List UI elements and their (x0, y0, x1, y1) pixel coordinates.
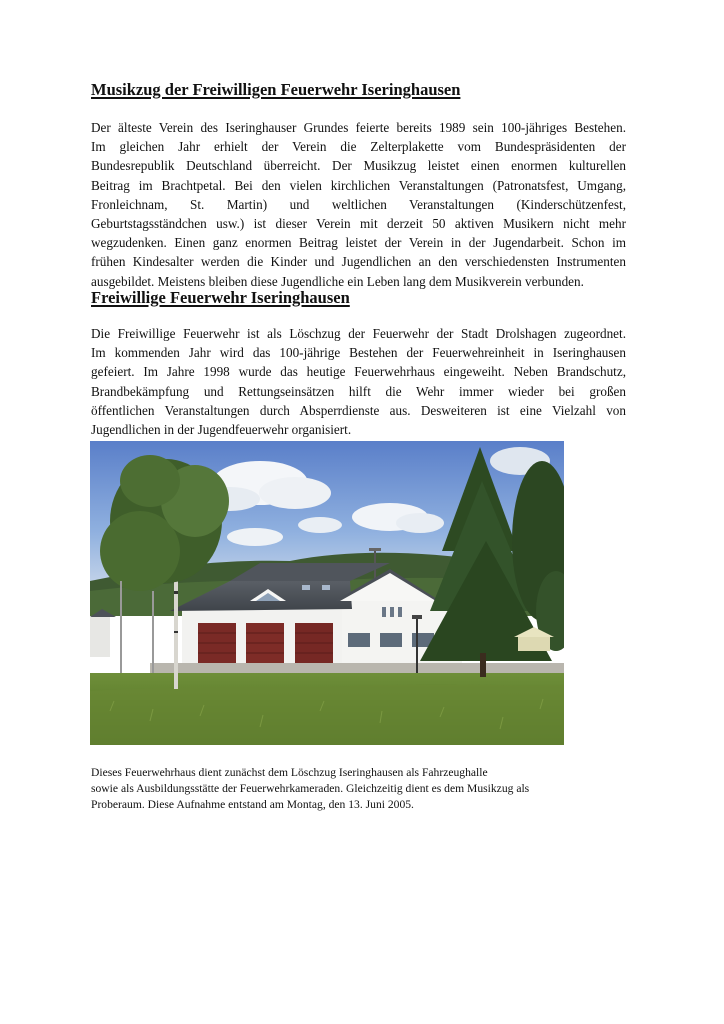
section-heading-musikzug: Musikzug der Freiwilligen Feuerwehr Iseringhausen (91, 80, 461, 99)
text-line: Der älteste Verein des Iseringhauser Grundes feierte bereits 1989 sein 100-jähriges Bestehen. (91, 120, 626, 135)
text-line: wegzudenken. Einen ganz enormen Beitrag leistet der Verein in der Jugendarbeit. Schon im (91, 235, 626, 251)
text-line: ausgebildet. Meistens bleiben diese Jugendliche ein Leben lang dem Musikverein verbunden. (91, 273, 584, 289)
photo-caption (91, 765, 631, 814)
text-line: frühen Kindesalter werden die Kinder und Jugendlichen an den verschiedensten Instrumenten (91, 254, 626, 270)
caption-line: sowie als Ausbildungsstätte der Feuerwehrkameraden. Gleichzeitig dient es dem Musikzug als (91, 782, 530, 796)
text-line: Fronleichnam, St. Martin) und weltlichen Veranstaltungen (Kinderschützenfest, (91, 196, 626, 212)
text-line: Beitrag im Brachtpetal. Bei den vielen kirchlichen Veranstaltungen (Patronatsfest, Umgang, (91, 177, 626, 193)
text-line: Die Freiwillige Feuerwehr ist als Löschzug der Feuerwehr der Stadt Drolshagen zugeordnet. (91, 326, 626, 341)
text-line: Jugendlichen in der Jugendfeuerwehr organisiert. (91, 422, 352, 438)
text-line: öffentlichen Veranstaltungen durch Absperrdienste aus. Desweiteren ist eine Vielzahl von (91, 402, 626, 418)
caption-line: Proberaum. Diese Aufnahme entstand am Montag, den 13. Juni 2005. (91, 798, 414, 812)
text-line: Geburtstagsständchen usw.) ist dieser Verein mit derzeit 50 aktiven Musikern nicht mehr (91, 216, 626, 232)
section-heading-feuerwehr: Freiwillige Feuerwehr Iseringhausen (91, 288, 350, 307)
paragraph-musikzug (91, 118, 626, 291)
text-line: Brandbekämpfung und Rettungseinsätzen hilft die Wehr immer wieder bei großen (91, 383, 626, 399)
fire-station-photo (90, 441, 564, 745)
text-line: Bundesrepublik Deutschland überreicht. Der Musikzug leistet einen enormen kulturellen (91, 158, 626, 174)
text-line: Im kommenden Jahr wird das 100-jährige Bestehen der Feuerwehreinheit in Iseringhausen (91, 345, 626, 361)
text-line: Im gleichen Jahr erhielt der Verein die Zelterplakette vom Bundespräsidenten der (91, 139, 626, 155)
caption-line: Dieses Feuerwehrhaus dient zunächst dem Löschzug Iseringhausen als Fahrzeughalle (91, 766, 488, 779)
text-line: gefeiert. Im Jahre 1998 wurde das heutige Feuerwehrhaus eingeweiht. Neben Brandschutz, (91, 364, 626, 380)
paragraph-feuerwehr (91, 324, 626, 439)
